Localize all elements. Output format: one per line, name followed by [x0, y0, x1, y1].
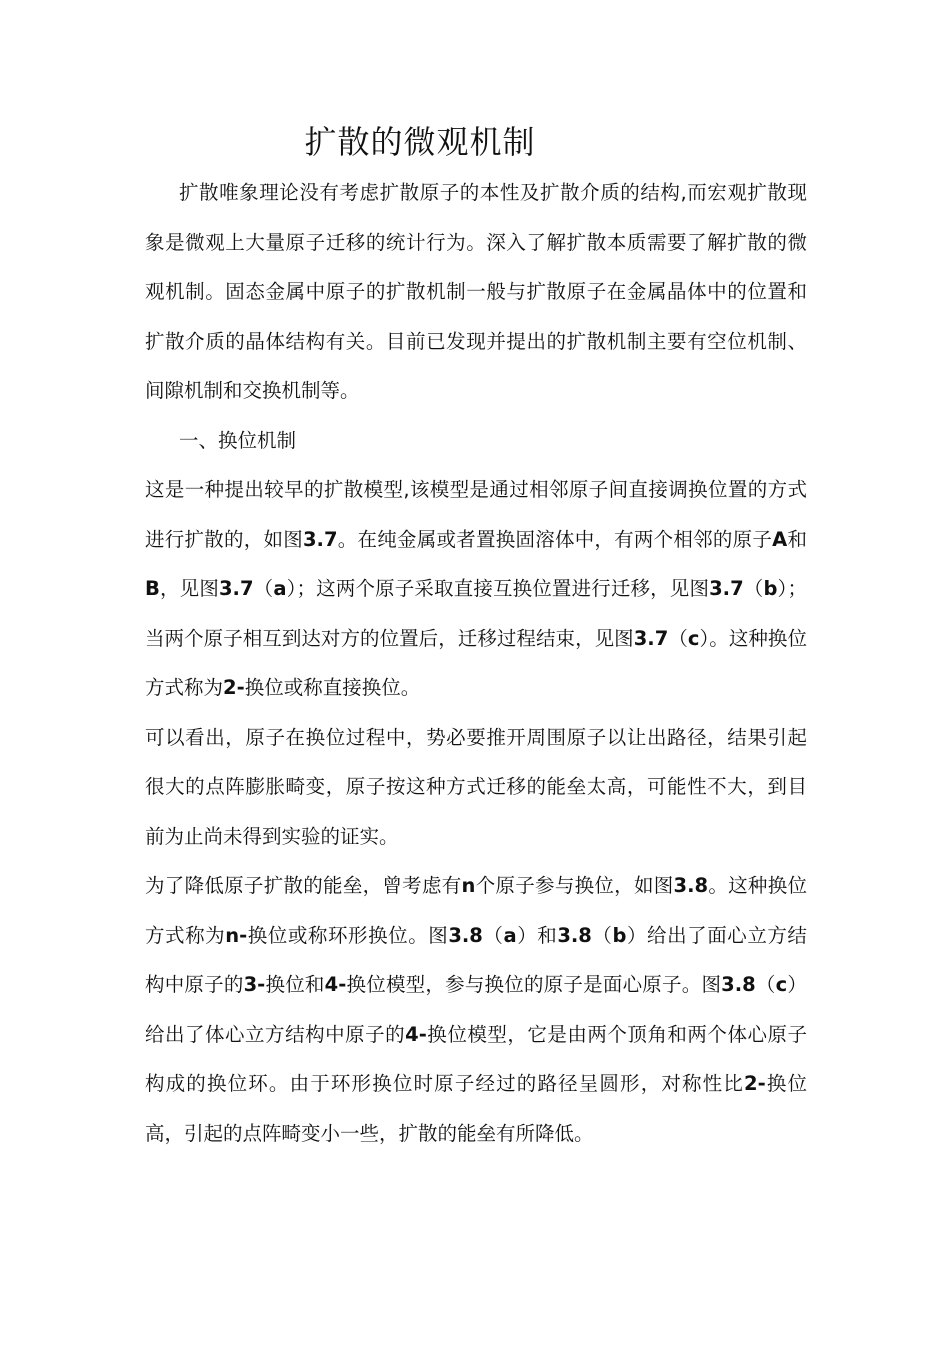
figure-part-ref: a — [273, 577, 287, 600]
figure-part-ref: b — [763, 577, 778, 600]
document-title: 扩散的微观机制 — [304, 123, 536, 161]
text-run: 换位模型，参与换位的原子是面心原子。图 — [346, 973, 722, 996]
text-run: ）。这种换位方式称为 — [145, 626, 807, 699]
text-run: （ — [591, 923, 613, 947]
text-run: ）给出了体心立方结构中原子的 — [145, 973, 807, 1046]
text-run: ）；这两个原子采取直接互换位置进行迁移，见图 — [286, 577, 710, 600]
atom-label: B — [145, 577, 160, 600]
figure-ref: 3.7 — [633, 626, 669, 650]
figure-part-ref: a — [503, 923, 517, 947]
paragraph-energy-barrier: 可以看出，原子在换位过程中，势必要推开周围原子以让出路径，结果引起很大的点阵膨胀畸变，原子按这种方式迁移的能垒太高，可能性不大，到目前为止尚未得到实验的证实。 — [145, 725, 807, 848]
text-run: 和 — [787, 527, 807, 551]
figure-ref: 3.7 — [709, 577, 744, 600]
text-run: 为了降低原子扩散的能垒，曾考虑有 — [145, 874, 462, 897]
section-heading-exchange-mechanism: 一、换位机制 — [179, 428, 297, 452]
figure-ref: 3.7 — [302, 527, 338, 551]
text-run: ）；当两个原子相互到达对方的位置后，迁移过程结束，见图 — [145, 577, 807, 650]
intro-paragraph: 扩散唯象理论没有考虑扩散原子的本性及扩散介质的结构,而宏观扩散现象是微观上大量原子迁移的统计行为。深入了解扩散本质需要了解扩散的微观机制。固态金属中原子的扩散机制一般与扩散原子在金属晶体中的位置和扩散介质的晶体结构有关。目前已发现并提出的扩散机制主要有空位机制、间隙机制和交换机制等。 — [145, 181, 807, 402]
text-run: 这是一种提出较早的扩散模型,该模型是通过相邻原子间直接调换位置的方式进行扩散的，如图 — [145, 478, 807, 551]
text-run: 换位或称环形换位。图 — [247, 923, 449, 947]
paragraph-ring-exchange — [145, 861, 807, 1158]
figure-ref: 3.8 — [448, 923, 483, 947]
text-run: （ — [755, 973, 776, 996]
text-run: ）给出了面心立方结构中原子的 — [145, 923, 807, 996]
text-run: （ — [668, 626, 688, 650]
figure-part-ref: c — [687, 626, 700, 650]
term-highlight: 4- — [324, 973, 347, 996]
text-run: （ — [482, 923, 504, 947]
text-run: 换位高，引起的点阵畸变小一些，扩散的能垒有所降低。 — [145, 1072, 807, 1145]
text-run: 。这种换位方式称为 — [145, 874, 807, 947]
text-run: 换位和 — [265, 973, 325, 996]
document-body — [145, 168, 807, 1158]
text-run: 个原子参与换位，如图 — [475, 874, 674, 897]
term-highlight: n — [461, 874, 476, 897]
figure-ref: 3.8 — [673, 874, 709, 897]
figure-part-ref: c — [775, 973, 788, 996]
term-highlight: 2- — [744, 1072, 766, 1095]
text-run: ）和 — [516, 923, 558, 947]
figure-ref: 3.8 — [557, 923, 592, 947]
atom-label: A — [772, 527, 788, 551]
term-highlight: 4- — [405, 1022, 427, 1046]
figure-part-ref: b — [612, 923, 627, 947]
text-run: 换位模型，它是由两个顶角和两个体心原子构成的换位环。由于环形换位时原子经过的路径呈圆形，对称性比 — [145, 1022, 807, 1095]
figure-ref: 3.8 — [721, 973, 756, 996]
text-run: （ — [253, 577, 274, 600]
text-run: 换位或称直接换位。 — [244, 676, 421, 699]
term-highlight: 3- — [243, 973, 266, 996]
text-run: 。在纯金属或者置换固溶体中，有两个相邻的原子 — [337, 527, 773, 551]
text-run: ，见图 — [159, 577, 219, 600]
term-highlight: n- — [225, 923, 248, 947]
term-highlight: 2- — [223, 676, 245, 699]
paragraph-exchange-model — [145, 465, 807, 713]
text-run: （ — [743, 577, 764, 600]
figure-ref: 3.7 — [218, 577, 254, 600]
